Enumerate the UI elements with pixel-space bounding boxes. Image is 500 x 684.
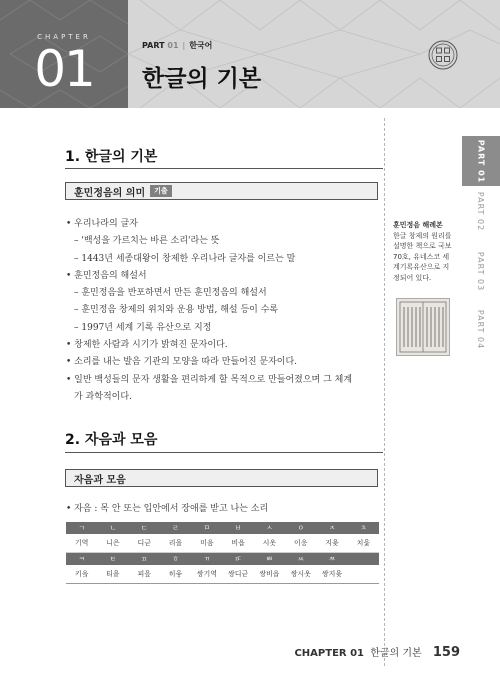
page-footer	[294, 644, 460, 660]
sub-item: – 훈민정음 창제의 위치와 운용 방법, 해설 등이 수록	[74, 305, 279, 316]
breadcrumb-separator: |	[182, 41, 186, 50]
consonant-symbol: ㅁ	[191, 522, 222, 534]
bullet-item: • 훈민정음의 해설서	[66, 270, 147, 281]
box-heading-1	[65, 182, 378, 200]
bullet-item: • 소리를 내는 발음 기관의 모양을 따라 만들어진 문자이다.	[66, 357, 298, 368]
consonant-name-row	[66, 534, 379, 553]
consonant-symbol: ㅂ	[222, 522, 253, 534]
consonant-symbol: ㅋ	[66, 553, 97, 566]
consonant-name: 디귿	[129, 534, 160, 553]
column-divider	[384, 118, 385, 666]
continued-line: 가 과학적이다.	[74, 391, 132, 402]
consonant-symbol: ㅎ	[160, 553, 191, 566]
consonant-name: 쌍시옷	[285, 565, 316, 584]
bullet-item: • 자음 : 목 안 또는 입안에서 장애를 받고 나는 소리	[66, 504, 269, 514]
section-rule-1	[65, 168, 383, 169]
consonant-name: 이응	[285, 534, 316, 553]
consonant-name: 쌍지읒	[316, 565, 347, 584]
consonant-symbol: ㄹ	[160, 522, 191, 534]
box-heading-text: 자음과 모음	[74, 474, 126, 486]
tab-part-02[interactable]	[462, 186, 500, 236]
consonant-symbol-row	[66, 553, 379, 566]
consonant-symbol: ㄲ	[191, 553, 222, 566]
tab-part-04[interactable]	[462, 304, 500, 354]
consonant-symbol: ㄸ	[222, 553, 253, 566]
box-heading-text: 훈민정음의 의미	[74, 187, 146, 199]
consonant-symbol: ㅃ	[254, 553, 285, 566]
chapter-label: CHAPTER	[37, 33, 91, 41]
consonant-name: 니은	[97, 534, 128, 553]
consonant-symbol: ㅍ	[129, 553, 160, 566]
part-number: 01	[167, 41, 179, 50]
consonant-name: 비읍	[222, 534, 253, 553]
part-name: 한국어	[189, 41, 213, 50]
chapter-box	[0, 0, 128, 108]
consonant-symbol: ㅊ	[348, 522, 379, 534]
consonant-table	[66, 522, 379, 584]
tab-label: PART 04	[476, 309, 486, 349]
consonant-name: 기역	[66, 534, 97, 553]
section-rule-2	[65, 452, 383, 453]
consonant-name: 시옷	[254, 534, 285, 553]
exam-badge: 기출	[150, 185, 172, 197]
section-body-1	[66, 216, 378, 406]
part-breadcrumb	[142, 40, 212, 51]
consonant-symbol: ㅅ	[254, 522, 285, 534]
consonant-symbol: ㄷ	[129, 522, 160, 534]
section-body-2	[66, 501, 378, 518]
sub-item: – 훈민정음을 반포하면서 만든 훈민정음의 해설서	[74, 288, 267, 299]
consonant-name: 쌍디귿	[222, 565, 253, 584]
consonant-symbol: ㅌ	[97, 553, 128, 566]
hunminjeongeum-book-image	[396, 298, 450, 356]
tab-part-03[interactable]	[462, 246, 500, 296]
tab-label: PART 01	[476, 139, 486, 183]
page-number: 159	[432, 645, 460, 660]
consonant-symbol: ㄴ	[97, 522, 128, 534]
bullet-item: • 우리나라의 글자	[66, 219, 138, 229]
sub-item: – '백성을 가르치는 바른 소리'라는 뜻	[74, 236, 220, 247]
chapter-title: 한글의 기본	[142, 66, 262, 92]
section-title-1: 1. 한글의 기본	[65, 149, 158, 165]
bullet-item: • 일반 백성들의 문자 생활을 편리하게 할 목적으로 만들어졌으며 그 체계	[66, 374, 353, 385]
consonant-name	[348, 565, 379, 584]
consonant-name: 피읖	[129, 565, 160, 584]
chapter-header	[0, 0, 500, 108]
chapter-number: 01	[34, 40, 94, 98]
sub-item: – 1997년 세계 기록 유산으로 지정	[74, 322, 212, 333]
side-note-title: 훈민정음 해례본	[393, 221, 443, 229]
consonant-name: 미음	[191, 534, 222, 553]
consonant-name: 쌍기역	[191, 565, 222, 584]
footer-title: 한글의 기본	[370, 648, 422, 659]
consonant-name: 치읓	[348, 534, 379, 553]
consonant-symbol: ㅇ	[285, 522, 316, 534]
tab-label: PART 03	[476, 251, 486, 291]
consonant-symbol-row	[66, 522, 379, 534]
side-note-text: 한글 창제의 원리를 설명한 책으로 국보 70호, 유네스코 세계기록유산으로 지정되어 있다.	[393, 231, 452, 282]
side-note	[393, 220, 453, 283]
consonant-symbol	[348, 553, 379, 566]
emblem-icon	[428, 40, 458, 70]
consonant-symbol: ㅆ	[285, 553, 316, 566]
consonant-name: 지읒	[316, 534, 347, 553]
sub-item: – 1443년 세종대왕이 창제한 우리나라 글자를 이르는 말	[74, 253, 296, 264]
consonant-name: 히읗	[160, 565, 191, 584]
consonant-name: 티읕	[97, 565, 128, 584]
box-heading-2	[65, 469, 378, 487]
consonant-name: 리을	[160, 534, 191, 553]
consonant-symbol: ㅉ	[316, 553, 347, 566]
footer-chapter: CHAPTER 01	[294, 648, 364, 659]
tab-part-01[interactable]	[462, 136, 500, 186]
consonant-symbol: ㅈ	[316, 522, 347, 534]
section-title-2: 2. 자음과 모음	[65, 432, 158, 448]
consonant-name: 쌍비읍	[254, 565, 285, 584]
bullet-item: • 창제한 사람과 시기가 밝혀진 문자이다.	[66, 340, 228, 351]
part-label: PART	[142, 41, 165, 50]
consonant-name: 키읔	[66, 565, 97, 584]
consonant-name-row	[66, 565, 379, 584]
tab-label: PART 02	[476, 191, 486, 231]
consonant-symbol: ㄱ	[66, 522, 97, 534]
